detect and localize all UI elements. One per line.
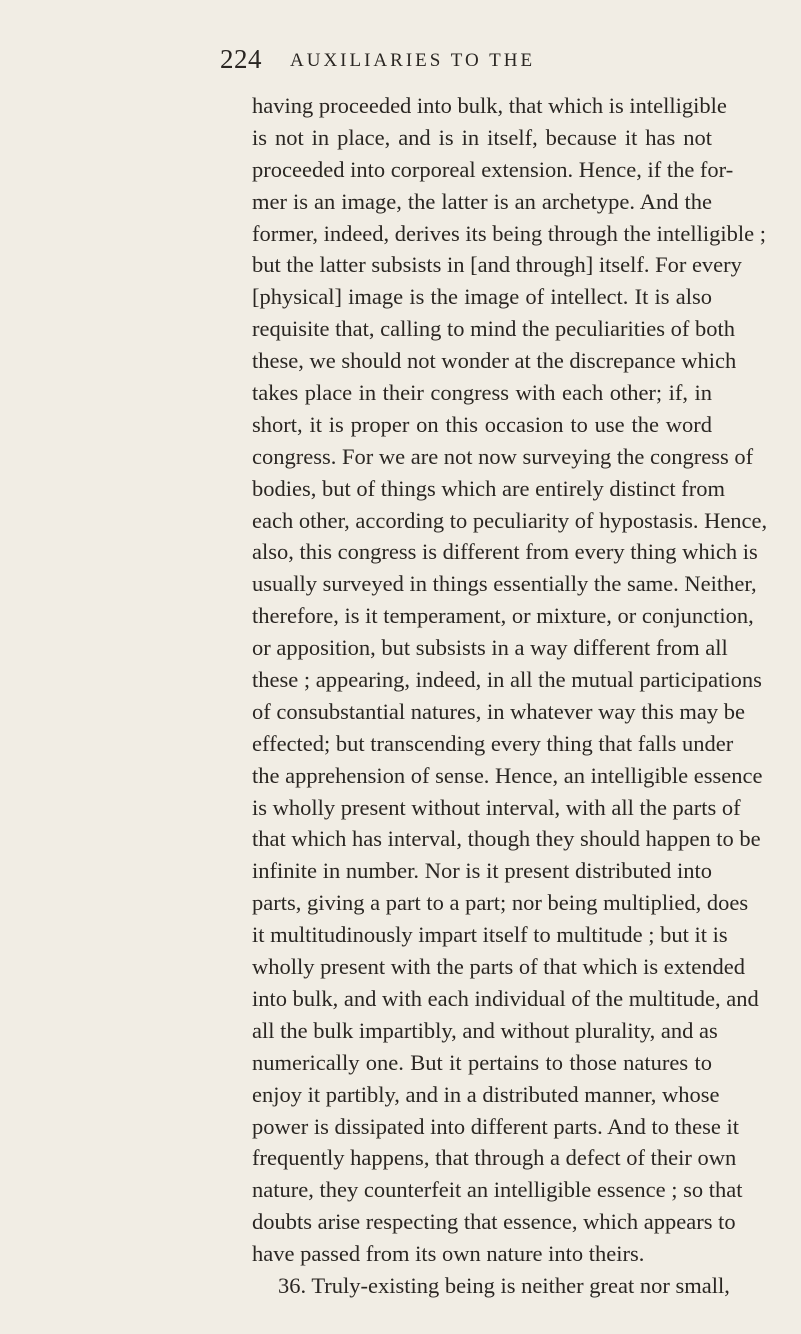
text-line: but the latter subsists in [and through] itself. For every: [252, 252, 742, 278]
text-line: is wholly present without interval, with all the parts of: [252, 794, 741, 820]
running-head: AUXILIARIES TO THE: [290, 50, 536, 71]
body-text: [252, 90, 768, 1302]
text-line: having proceeded into bulk, that which is intelligible: [252, 93, 727, 118]
text-line: enjoy it partibly, and in a distributed manner, whose: [252, 1081, 720, 1107]
text-line: these ; appearing, indeed, in all the mutual participations: [252, 667, 762, 693]
text-line: parts, giving a part to a part; nor being multiplied, does: [252, 890, 749, 916]
text-line: requisite that, calling to mind the peculiarities of both: [252, 316, 736, 342]
text-line: nature, they counterfeit an intelligible essence ; so that: [252, 1177, 743, 1203]
text-line: numerically one. But it pertains to those natures to: [252, 1049, 712, 1075]
text-line: bodies, but of things which are entirely distinct from: [252, 475, 726, 501]
text-line: usually surveyed in things essentially the same. Neither,: [252, 571, 757, 597]
text-line: all the bulk impartibly, and without plurality, and as: [252, 1017, 718, 1043]
text-line: have passed from its own nature into theirs.: [252, 1241, 645, 1267]
text-line: therefore, is it temperament, or mixture, or conjunction,: [252, 603, 754, 629]
text-line: doubts arise respecting that essence, which appears to: [252, 1209, 736, 1235]
text-line: into bulk, and with each individual of the multitude, and: [252, 985, 759, 1011]
text-line: congress. For we are not now surveying the congress of: [252, 443, 754, 469]
text-line: also, this congress is different from every thing which is: [252, 539, 758, 565]
text-line: frequently happens, that through a defect of their own: [252, 1145, 737, 1171]
section-start-line: 36. Truly-existing being is neither great nor small,: [278, 1272, 730, 1298]
text-line: short, it is proper on this occasion to use the word: [252, 411, 712, 437]
text-line: mer is an image, the latter is an archetype. And the: [252, 188, 712, 214]
text-line: wholly present with the parts of that which is extended: [252, 954, 746, 980]
text-line: is not in place, and is in itself, because it has not: [252, 124, 712, 150]
text-line: that which has interval, though they should happen to be: [252, 826, 761, 852]
text-line: proceeded into corporeal extension. Hence, if the for-: [252, 156, 734, 182]
text-line: of consubstantial natures, in whatever way this may be: [252, 698, 745, 724]
page-number: 224: [220, 44, 262, 74]
text-line: power is dissipated into different parts. And to these it: [252, 1113, 740, 1139]
text-line: the apprehension of sense. Hence, an intelligible essence: [252, 762, 763, 788]
text-line: [physical] image is the image of intellect. It is also: [252, 284, 712, 310]
text-line: or apposition, but subsists in a way different from all: [252, 635, 728, 661]
text-line: former, indeed, derives its being through the intelligible ;: [252, 220, 766, 246]
text-line: infinite in number. Nor is it present distributed into: [252, 858, 712, 884]
text-line: each other, according to peculiarity of hypostasis. Hence,: [252, 507, 768, 533]
page-header: [0, 44, 801, 84]
text-line: takes place in their congress with each other; if, in: [252, 380, 712, 406]
text-line: these, we should not wonder at the discrepance which: [252, 348, 737, 374]
text-line: it multitudinously impart itself to multitude ; but it is: [252, 922, 728, 948]
text-line: effected; but transcending every thing that falls under: [252, 730, 734, 756]
